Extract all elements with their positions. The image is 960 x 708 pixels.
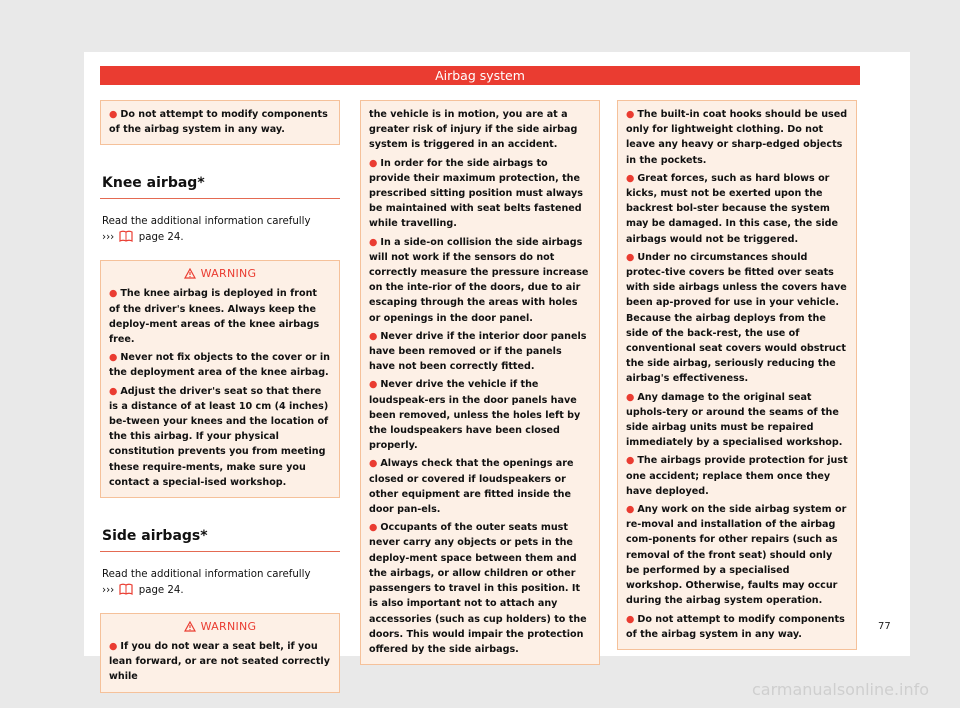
warning-header: WARNING — [109, 620, 331, 633]
knee-read-more: Read the additional information carefully ››› page 24. — [102, 214, 340, 248]
book-icon[interactable] — [119, 583, 133, 601]
warning-item: ● Do not attempt to modify components of the airbag system in any way. — [626, 613, 845, 640]
column-1 — [100, 100, 340, 693]
bullet-icon: ● — [626, 109, 635, 120]
knee-airbag-heading: Knee airbag* — [100, 175, 340, 199]
warning-item: ● Never drive the vehicle if the loudspeak-ers in the door panels have been removed, unless the holes left by the loudspeakers have been closed properly. — [369, 379, 581, 452]
bullet-icon: ● — [369, 522, 378, 534]
bullet-icon: ● — [369, 157, 378, 169]
bullet-icon: ● — [626, 455, 635, 467]
knee-warning-box — [100, 260, 340, 498]
bullet-icon: ● — [109, 109, 118, 120]
bullet-icon: ● — [109, 288, 118, 300]
warning-item: ● Always check that the openings are closed or covered if loudspeakers or other equipment are fitted inside the door pan-els. — [369, 458, 574, 516]
bullet-icon: ● — [369, 458, 378, 470]
warning-icon — [184, 268, 196, 279]
bullet-icon: ● — [626, 613, 635, 625]
warning-box-continued — [100, 100, 340, 145]
bullet-icon: ● — [369, 236, 378, 248]
page-link[interactable]: page 24. — [138, 585, 184, 597]
watermark: carmanualsonline.info — [752, 680, 930, 699]
page-number: 77 — [878, 621, 891, 632]
column-2 — [360, 100, 600, 665]
warning-item: ● In order for the side airbags to provide their maximum protection, the prescribed sitting position must always be maintained with seat belts fastened while travelling. — [369, 157, 583, 230]
warning-item: ● Adjust the driver's seat so that there is a distance of at least 10 cm (4 inches) be-tween your knees and the location of the this airbag. If your physical constitution prevents you from meeting these require-ments, make sure you contact a special-ised workshop. — [109, 385, 329, 488]
warning-item: ● Never drive if the interior door panels have been removed or if the panels have not been correctly fitted. — [369, 330, 587, 373]
bullet-icon: ● — [626, 251, 635, 263]
bullet-icon: ● — [109, 352, 118, 364]
bullet-icon: ● — [369, 330, 378, 342]
side-read-more: Read the additional information carefully ››› page 24. — [102, 567, 340, 601]
warning-header: WARNING — [109, 267, 331, 280]
side-airbags-heading: Side airbags* — [100, 528, 340, 552]
warning-item: ● The built-in coat hooks should be used only for lightweight clothing. Do not leave any heavy or sharp-edged objects in the pockets. — [626, 109, 848, 166]
warning-item: ● Do not attempt to modify components of the airbag system in any way. — [109, 109, 328, 136]
page-link[interactable]: page 24. — [138, 232, 184, 244]
warning-item: ● The airbags provide protection for just one accident; replace them once they have deployed. — [626, 455, 848, 497]
side-warning-box — [100, 613, 340, 693]
warning-item: ● The knee airbag is deployed in front of the driver's knees. Always keep the deploy-ment areas of the knee airbags free. — [109, 288, 320, 346]
bullet-icon: ● — [626, 172, 635, 184]
warning-item: ● If you do not wear a seat belt, if you lean forward, or are not seated correctly while — [109, 641, 330, 683]
warning-item: ● Any work on the side airbag system or re-moval and installation of the airbag com-ponents for other repairs (such as removal of the front seat) should only be performed by a specialised workshop. Otherwise, faults may occur during the airbag system operation. — [626, 504, 847, 607]
section-header: Airbag system — [100, 66, 860, 85]
warning-item: ● Any damage to the original seat uphols-tery or around the seams of the side airbag units must be repaired immediately by a specialised workshop. — [626, 391, 843, 449]
warning-item: ● Great forces, such as hard blows or kicks, must not be exerted upon the backrest bol-ster because the system may be damaged. In this case, the side airbags would not be triggered. — [626, 172, 839, 245]
bullet-icon: ● — [109, 385, 118, 397]
warning-item: ● Occupants of the outer seats must never carry any objects or pets in the deploy-ment space between them and the airbags, or allow children or other passengers to travel in this position. It is also important not to attach any accessories (such as cup holders) to the doors. This would impair the protection offered by the side airbags. — [369, 522, 587, 655]
bullet-icon: ● — [626, 391, 635, 403]
warning-intro: the vehicle is in motion, you are at a greater risk of injury if the side airbag system is triggered in an accident. — [369, 109, 578, 151]
warning-icon — [184, 621, 196, 632]
warning-item: ● Under no circumstances should protec-tive covers be fitted over seats with side airbags unless the covers have been ap-proved for use in your vehicle. Because the airbag deploys from the side of the back-rest, the use of conventional seat covers would obstruct the side airbag, seriously reducing the airbag's effectiveness. — [626, 251, 847, 385]
warning-box-continued — [617, 100, 857, 650]
column-3 — [617, 100, 857, 650]
warning-item: ● In a side-on collision the side airbags will not work if the sensors do not correctly measure the pressure increase on the inte-rior of the doors, due to air escaping through the areas with holes or openings in the door panel. — [369, 236, 589, 324]
book-icon[interactable] — [119, 230, 133, 248]
warning-item: ● Never not fix objects to the cover or in the deployment area of the knee airbag. — [109, 352, 330, 379]
bullet-icon: ● — [369, 379, 378, 391]
bullet-icon: ● — [109, 641, 118, 653]
bullet-icon: ● — [626, 504, 635, 516]
warning-box-continued — [360, 100, 600, 665]
